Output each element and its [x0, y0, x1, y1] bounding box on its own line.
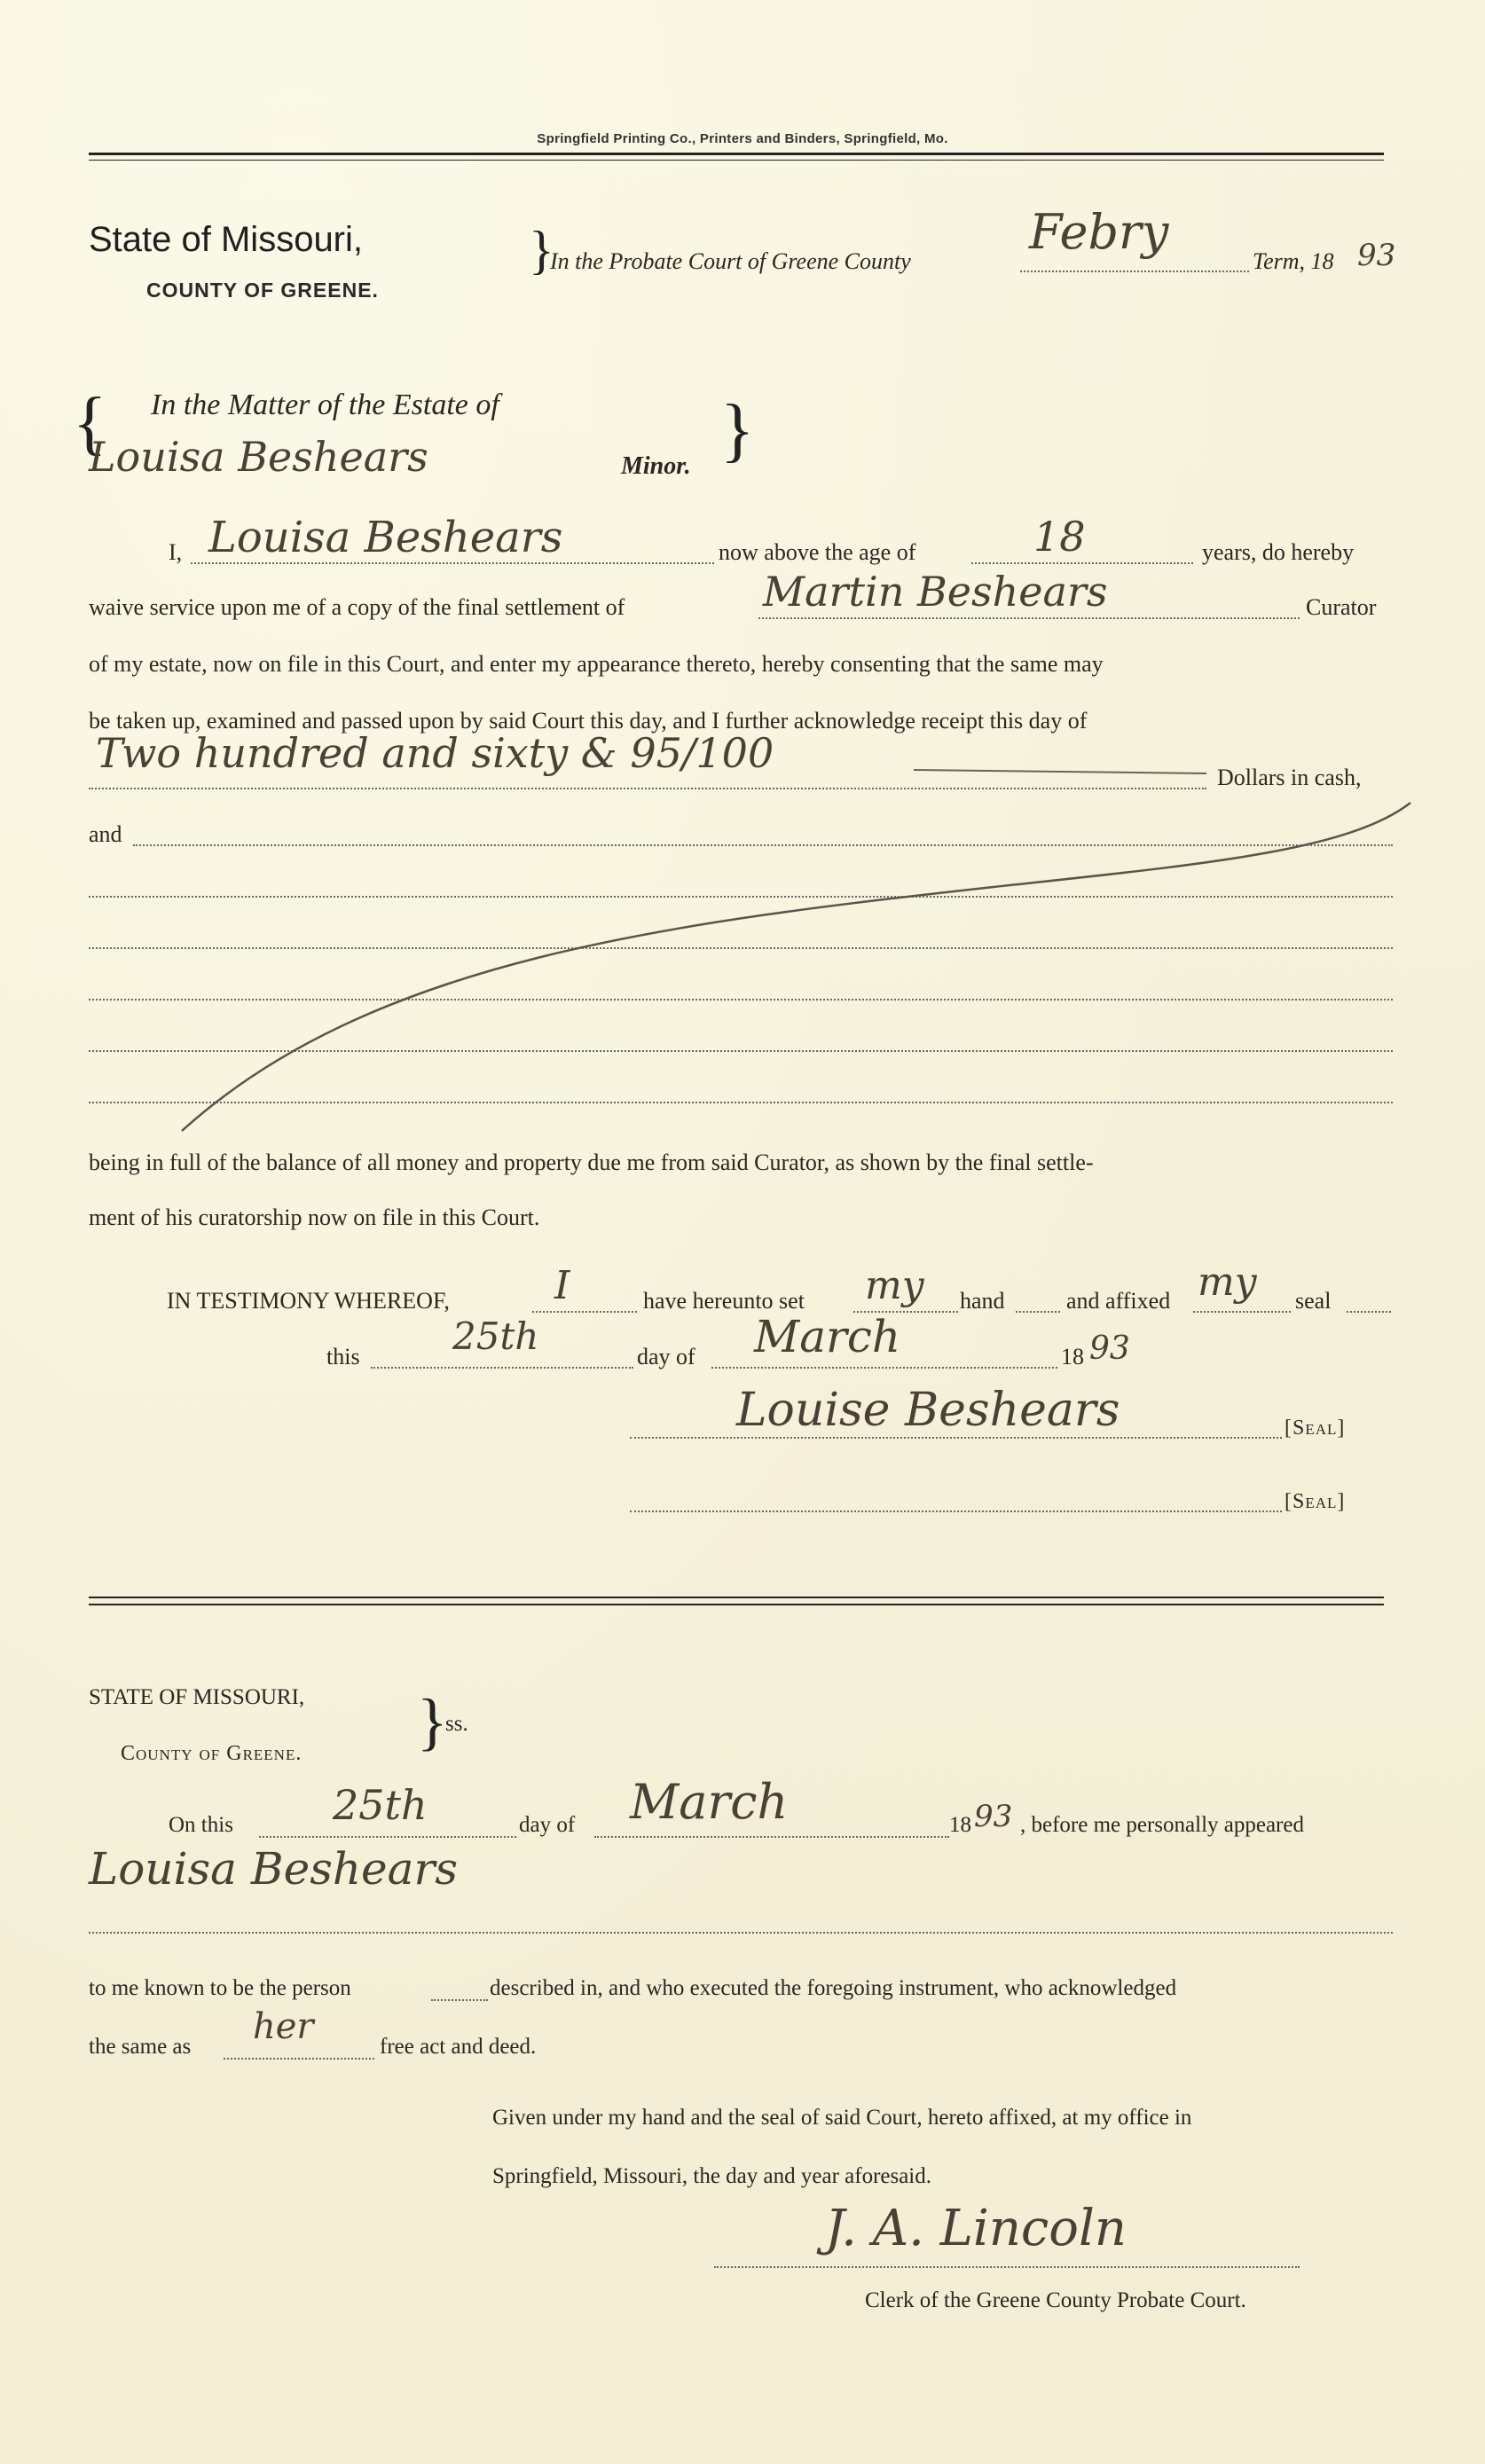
printer-line: Springfield Printing Co., Printers and Binders, Springfield, Mo.	[537, 131, 948, 146]
testimony-affixed-label: and affixed	[1066, 1288, 1171, 1314]
signature-blank-2	[630, 1511, 1282, 1512]
county-heading: COUNTY OF GREENE.	[146, 279, 379, 302]
ack-person-blank	[431, 1999, 488, 2001]
testimony-day-handwriting: 25th	[452, 1314, 539, 1358]
ack-on-this: On this	[169, 1813, 233, 1837]
waiver-line2-prefix: waive service upon me of a copy of the final settlement of	[89, 594, 625, 620]
term-label: Term, 18	[1253, 248, 1334, 274]
testimony-set-label: have hereunto set	[643, 1288, 805, 1314]
amount-handwriting: Two hundred and sixty & 95/100	[96, 729, 774, 777]
ack-appeared: , before me personally appeared	[1020, 1813, 1304, 1837]
waiver-name-handwriting: Louisa Beshears	[208, 513, 563, 562]
seal-label-1: [Seal]	[1285, 1416, 1346, 1440]
testimony-prefix: IN TESTIMONY WHEREOF,	[167, 1288, 450, 1314]
term-handwriting: Febry	[1029, 204, 1169, 260]
ack-county: County of Greene.	[121, 1742, 302, 1765]
testimony-hand-blank	[1016, 1311, 1060, 1313]
ack-name-handwriting: Louisa Beshears	[89, 1843, 459, 1895]
clerk-label: Clerk of the Greene County Probate Court.	[865, 2288, 1246, 2312]
ack-day-blank	[259, 1836, 516, 1838]
testimony-day-blank	[371, 1367, 633, 1369]
age-prefix: now above the age of	[719, 539, 916, 565]
ack-brace: }	[417, 1686, 448, 1757]
waiver-line3: of my estate, now on file in this Court, and enter my appearance thereto, hereby consenting that the same may	[89, 651, 1104, 677]
matter-brace-right: }	[720, 391, 755, 469]
state-heading: State of Missouri,	[89, 220, 364, 259]
seal-label-2: [Seal]	[1285, 1490, 1346, 1513]
ack-her-handwriting: her	[253, 2006, 314, 2047]
mid-rule-1	[89, 1597, 1384, 1598]
testimony-month-blank	[711, 1367, 1057, 1369]
curator-label: Curator	[1306, 594, 1377, 620]
ack-same-as: the same as	[89, 2035, 192, 2059]
testimony-seal-blank	[1347, 1311, 1391, 1313]
header-brace: }	[529, 221, 554, 279]
ack-name-blank	[89, 1932, 1393, 1934]
waiver-i: I,	[169, 539, 183, 565]
court-prefix: In the Probate Court of Greene County	[550, 248, 911, 274]
testimony-my2-handwriting: my	[1198, 1259, 1257, 1305]
curator-handwriting: Martin Beshears	[763, 568, 1108, 616]
clerk-signature-blank	[714, 2266, 1300, 2268]
term-year-handwriting: 93	[1357, 238, 1396, 273]
ack-known-suffix: described in, and who executed the foregoing instrument, who acknowledged	[490, 1976, 1177, 2000]
balance-line: being in full of the balance of all money and property due me from said Curator, as shown by the final settle-	[89, 1150, 1094, 1175]
age-suffix: years, do hereby	[1202, 539, 1355, 565]
ack-her-blank	[224, 2058, 374, 2060]
testimony-year-prefix: 18	[1061, 1344, 1084, 1369]
ack-known-prefix: to me known to be the person	[89, 1976, 351, 2000]
mid-rule-2	[89, 1604, 1384, 1605]
final-line: ment of his curatorship now on file in this Court.	[89, 1205, 540, 1230]
testimony-who-handwriting: I	[554, 1263, 570, 1308]
age-handwriting: 18	[1033, 513, 1086, 561]
testimony-my2-blank	[1193, 1311, 1291, 1313]
signature-handwriting: Louise Beshears	[736, 1384, 1120, 1437]
ack-month-handwriting: March	[630, 1774, 789, 1830]
testimony-who-blank	[532, 1311, 637, 1313]
minor-label: Minor.	[621, 452, 691, 480]
testimony-year-handwriting: 93	[1089, 1330, 1130, 1367]
matter-name-handwriting: Louisa Beshears	[89, 433, 428, 481]
and-label: and	[89, 821, 122, 847]
testimony-this-label: this	[326, 1344, 360, 1369]
dollars-label: Dollars in cash,	[1217, 765, 1362, 790]
ack-year-handwriting: 93	[974, 1799, 1013, 1834]
testimony-month-handwriting: March	[754, 1311, 901, 1362]
ack-state: STATE OF MISSOURI,	[89, 1685, 305, 1709]
ack-day-handwriting: 25th	[333, 1781, 428, 1829]
ack-given-line2: Springfield, Missouri, the day and year aforesaid.	[492, 2164, 932, 2188]
testimony-seal-label: seal	[1295, 1288, 1332, 1314]
waiver-line4: be taken up, examined and passed upon by said Court this day, and I further acknowledge receipt this day of	[89, 708, 1088, 734]
ack-month-blank	[594, 1836, 949, 1838]
matter-title: In the Matter of the Estate of	[151, 388, 499, 421]
signature-blank-1	[630, 1437, 1282, 1439]
testimony-dayof-label: day of	[637, 1344, 695, 1369]
testimony-my-handwriting: my	[865, 1263, 924, 1308]
ack-year-prefix: 18	[949, 1813, 971, 1837]
ack-ss: ss.	[445, 1712, 468, 1736]
clerk-signature-handwriting: J. A. Lincoln	[825, 2200, 1127, 2257]
ack-day-of: day of	[519, 1813, 576, 1837]
ack-free-act: free act and deed.	[380, 2035, 537, 2059]
ack-given-line1: Given under my hand and the seal of said Court, hereto affixed, at my office in	[492, 2106, 1192, 2130]
testimony-hand-label: hand	[960, 1288, 1005, 1314]
matter-brace-left: {	[73, 384, 107, 462]
